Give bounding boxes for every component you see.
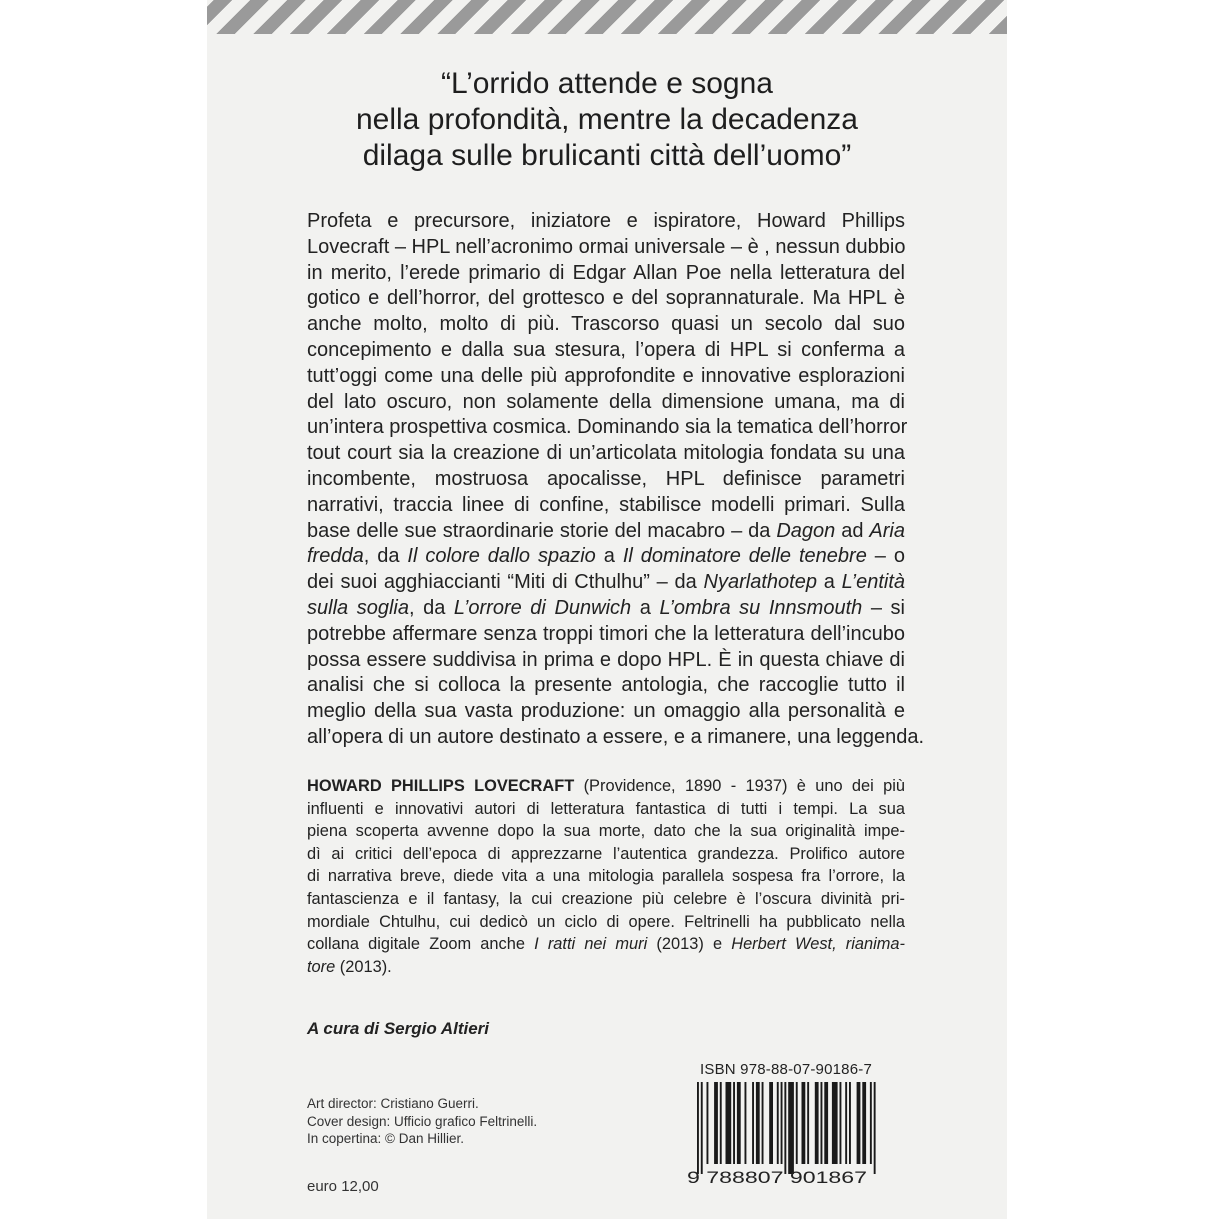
barcode-bar bbox=[840, 1082, 842, 1164]
barcode-bar bbox=[769, 1082, 773, 1164]
barcode-bar bbox=[707, 1082, 709, 1164]
synopsis-line bbox=[307, 725, 925, 751]
production-credits bbox=[307, 1095, 537, 1148]
text-run: un’intera prospettiva cosmica. Dominando sia la tematica dell’horror bbox=[307, 416, 908, 439]
synopsis-line bbox=[307, 286, 905, 312]
barcode-bar bbox=[802, 1082, 806, 1164]
barcode-digits: 9 788807 901867 bbox=[687, 1168, 867, 1187]
text-run: possa essere suddivisa in prima e dopo HPL. È in questa chiave di bbox=[307, 648, 905, 671]
text-run: (2013) e bbox=[647, 935, 732, 954]
barcode-bar bbox=[832, 1082, 838, 1164]
barcode-bar bbox=[756, 1082, 760, 1164]
text-run: collana digitale Zoom anche bbox=[307, 935, 535, 954]
text-run: – si bbox=[862, 596, 905, 619]
barcode-bar bbox=[714, 1082, 718, 1164]
barcode-bar bbox=[862, 1082, 866, 1164]
cover-design-credit: Cover design: Ufficio grafico Feltrinelli. bbox=[307, 1113, 538, 1129]
synopsis-line bbox=[307, 673, 905, 699]
text-run: meglio della sua vasta produzione: un omaggio alla personalità e bbox=[307, 700, 905, 723]
text-run: base delle sue straordinarie storie del macabro – da bbox=[307, 519, 777, 542]
text-run: all’opera di un autore destinato a essere, e a rimanere, una leggenda. bbox=[307, 725, 925, 748]
synopsis-line bbox=[307, 312, 905, 338]
barcode bbox=[681, 1082, 877, 1187]
text-run: , da bbox=[363, 545, 408, 568]
synopsis-line bbox=[307, 415, 908, 441]
title-italic: fredda bbox=[307, 545, 364, 568]
synopsis-line bbox=[307, 235, 905, 261]
text-run: anche molto, molto di più. Trascorso quasi un secolo dal suo bbox=[307, 313, 905, 336]
barcode-bar bbox=[870, 1082, 872, 1164]
text-run: ad bbox=[835, 519, 870, 542]
bio-line bbox=[307, 911, 905, 934]
text-run: – o bbox=[866, 545, 905, 568]
title-italic: L’ombra su Innsmouth bbox=[659, 596, 863, 619]
synopsis-line bbox=[307, 338, 905, 364]
title-italic: Herbert West, rianima- bbox=[731, 935, 906, 954]
text-run: analisi che si colloca la presente antologia, che raccoglie tutto il bbox=[307, 674, 905, 697]
barcode-bar bbox=[762, 1082, 764, 1164]
text-run: incombente, mostruosa apocalisse, HPL definisce parametri bbox=[307, 467, 905, 490]
synopsis-line bbox=[307, 261, 905, 287]
barcode-bar bbox=[726, 1082, 732, 1164]
title-italic: L’entità bbox=[841, 571, 905, 594]
synopsis-paragraph bbox=[307, 209, 925, 751]
cover-image-credit: In copertina: © Dan Hillier. bbox=[307, 1131, 465, 1146]
text-run: tutt’oggi come una delle più approfondite e innovative esplorazioni bbox=[307, 364, 905, 387]
quote-line: dilaga sulle brulicanti città dell’uomo” bbox=[362, 139, 852, 172]
barcode-bar bbox=[752, 1082, 754, 1164]
synopsis-line bbox=[307, 570, 905, 596]
striped-border bbox=[207, 0, 1007, 34]
title-italic: L’orrore di Dunwich bbox=[453, 596, 632, 619]
text-run: influenti e innovativi autori di letteratura fantastica di tutti i tempi. La sua bbox=[307, 799, 905, 818]
text-run: a bbox=[816, 571, 842, 594]
title-italic: Nyarlathotep bbox=[703, 571, 817, 594]
title-italic: Il colore dallo spazio bbox=[407, 545, 596, 568]
barcode-bar bbox=[815, 1082, 819, 1164]
barcode-bar bbox=[733, 1082, 735, 1164]
text-run: di narrativa breve, diede vita a una mitologia parallela sospesa fra l’orrore, la bbox=[307, 867, 905, 886]
title-italic: Aria bbox=[869, 519, 905, 542]
barcode-bars bbox=[697, 1082, 877, 1174]
synopsis-line bbox=[307, 390, 905, 416]
barcode-bar bbox=[781, 1082, 783, 1164]
barcode-bar bbox=[777, 1082, 779, 1164]
author-bio bbox=[307, 775, 905, 978]
text-run: gotico e dell’horror, del grottesco e del soprannaturale. Ma HPL è bbox=[307, 287, 905, 310]
text-run: (Providence, 1890 - 1937) è uno dei più bbox=[574, 777, 905, 795]
text-run: mordiale Chtulhu, cui dedicò un ciclo di opere. Feltrinelli ha pubblicato nella bbox=[307, 912, 905, 931]
text-run: a bbox=[631, 596, 660, 619]
back-cover bbox=[207, 0, 1007, 1219]
bio-line bbox=[307, 775, 905, 798]
title-italic: Il dominatore delle tenebre bbox=[622, 545, 867, 568]
bio-line bbox=[307, 798, 905, 821]
barcode-bar bbox=[857, 1082, 861, 1164]
bio-line bbox=[307, 956, 905, 979]
title-italic: Dagon bbox=[776, 519, 836, 542]
synopsis-line bbox=[307, 209, 905, 235]
text-run: Profeta e precursore, iniziatore e ispiratore, Howard Phillips bbox=[307, 210, 905, 232]
text-run: , da bbox=[408, 596, 454, 619]
title-italic: I ratti nei muri bbox=[534, 935, 648, 954]
quote-line: “L’orrido attende e sogna bbox=[441, 67, 773, 100]
barcode-bar bbox=[874, 1082, 876, 1174]
text-run: (2013). bbox=[335, 957, 392, 976]
quote-line: nella profondità, mentre la decadenza bbox=[355, 103, 858, 136]
author-name: HOWARD PHILLIPS LOVECRAFT bbox=[307, 777, 575, 795]
text-run: tout court sia la creazione di un’articolata mitologia fondata su una bbox=[307, 442, 905, 465]
barcode-bar bbox=[807, 1082, 809, 1164]
barcode-bar bbox=[821, 1082, 823, 1164]
bio-line bbox=[307, 888, 905, 911]
text-run: piena scoperta avvenne dopo la sua morte, dato che la sua originalità impe- bbox=[307, 822, 905, 841]
barcode-bar bbox=[745, 1082, 747, 1164]
synopsis-line bbox=[307, 544, 905, 570]
text-run: narrativi, traccia linee di confine, stabilisce modelli primari. Sulla bbox=[307, 493, 905, 516]
text-run: dei suoi agghiaccianti “Miti di Cthulhu” – da bbox=[307, 571, 704, 594]
barcode-bar bbox=[845, 1082, 847, 1164]
synopsis-line bbox=[307, 699, 905, 725]
barcode-bar bbox=[697, 1082, 699, 1174]
isbn-number: ISBN 978-88-07-90186-7 bbox=[700, 1061, 873, 1078]
barcode-bar bbox=[796, 1082, 798, 1164]
synopsis-line bbox=[307, 493, 905, 519]
text-run: a bbox=[595, 545, 623, 568]
art-director-credit: Art director: Cristiano Guerri. bbox=[307, 1096, 479, 1111]
synopsis-line bbox=[307, 648, 905, 674]
text-run: concepimento e dalla sua stesura, l’opera di HPL si conferma a bbox=[307, 338, 905, 361]
title-italic: tore bbox=[307, 957, 336, 976]
barcode-bar bbox=[824, 1082, 828, 1164]
barcode-bar bbox=[720, 1082, 722, 1164]
text-run: dì ai critici dell’epoca di apprezzarne l’autentica grandezza. Prolifico autore bbox=[307, 844, 905, 863]
price: euro 12,00 bbox=[307, 1178, 379, 1195]
title-italic: sulla soglia bbox=[307, 596, 409, 619]
bio-line bbox=[307, 843, 905, 866]
pull-quote bbox=[267, 66, 947, 174]
barcode-bar bbox=[849, 1082, 851, 1164]
barcode-bar bbox=[737, 1082, 741, 1164]
synopsis-line bbox=[307, 441, 905, 467]
bio-line bbox=[307, 820, 905, 843]
text-run: del lato oscuro, non solamente della dimensione umana, ma di bbox=[307, 390, 905, 413]
barcode-bar bbox=[784, 1082, 786, 1174]
text-run: in merito, l’erede primario di Edgar Allan Poe nella letteratura del bbox=[307, 261, 905, 284]
synopsis-line bbox=[307, 622, 905, 648]
curator-credit: A cura di Sergio Altieri bbox=[307, 1019, 490, 1038]
text-run: fantascienza e il fantasy, la cui creazione più celebre è l’oscura divinità pri- bbox=[307, 889, 905, 908]
synopsis-line bbox=[307, 467, 905, 493]
bio-line bbox=[307, 865, 905, 888]
synopsis-line bbox=[307, 364, 905, 390]
barcode-bar bbox=[788, 1082, 794, 1174]
synopsis-line bbox=[307, 519, 905, 545]
text-run: potrebbe affermare senza troppi timori che la letteratura dell’incubo bbox=[307, 622, 905, 645]
barcode-bar bbox=[701, 1082, 703, 1174]
bio-line bbox=[307, 933, 905, 956]
text-run: Lovecraft – HPL nell’acronimo ormai universale – è , nessun dubbio bbox=[307, 235, 906, 258]
synopsis-line bbox=[307, 596, 905, 622]
